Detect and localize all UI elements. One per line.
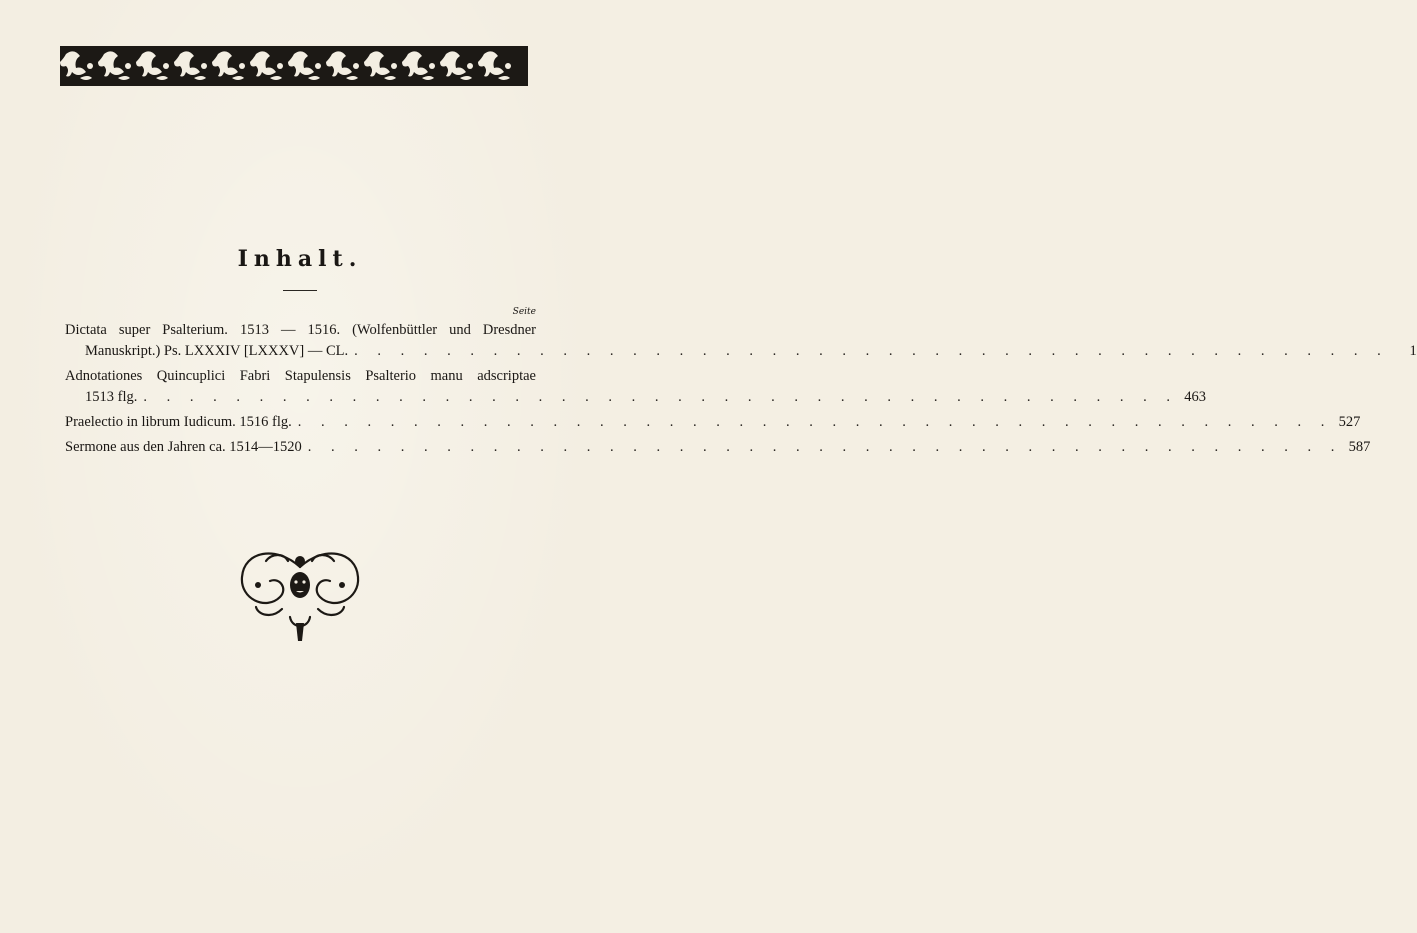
toc-page-number: 527	[1338, 414, 1361, 430]
toc-entry-text: Sermone aus den Jahren ca. 1514—1520	[65, 439, 302, 455]
toc-entry-line	[65, 387, 1206, 408]
toc-entry-adnotationes	[65, 366, 1206, 408]
toc-entry-dictata	[65, 320, 1417, 362]
toc-entry-text: Manuskript.) Ps. LXXXIV [LXXXV] — CL.	[85, 343, 349, 359]
toc-entry-sermone	[65, 437, 1371, 458]
toc-entry-line: Dictata super Psalterium. 1513 — 1516. (Wolfenbüttler und Dresdner	[65, 322, 536, 338]
toc-entry-line	[65, 412, 1361, 433]
table-of-contents	[65, 320, 1417, 462]
toc-page-number: 1	[1409, 343, 1417, 359]
ornamental-vignette	[236, 537, 364, 643]
toc-page-number: 463	[1184, 389, 1206, 405]
dot-leader: . . . . . . . . . . . . . . . . . . . . . . . . . . . . . . . . . . . . . . . . . . . . .	[354, 343, 1389, 359]
dot-leader: . . . . . . . . . . . . . . . . . . . . . . . . . . . . . . . . . . . . . . . . . . . . .	[297, 414, 1333, 430]
dot-leader: . . . . . . . . . . . . . . . . . . . . . . . . . . . . . . . . . . . . . . . . . . . . .	[143, 389, 1178, 405]
title-rule	[283, 290, 317, 291]
toc-page-number: 587	[1348, 439, 1371, 455]
toc-entry-line	[65, 341, 1417, 362]
ornamental-headband	[60, 44, 528, 88]
toc-entry-text: 1513 flg.	[85, 389, 138, 405]
toc-entry-line	[65, 437, 1371, 458]
page-title: Inhalt.	[237, 246, 363, 272]
dot-leader: . . . . . . . . . . . . . . . . . . . . . . . . . . . . . . . . . . . . . . . . . . . . .	[307, 439, 1343, 455]
toc-entry-line: Adnotationes Quincuplici Fabri Stapulensis Psalterio manu adscriptae	[65, 368, 536, 384]
page-column-label: Seite	[512, 307, 536, 317]
toc-entry-text: Praelectio in librum Iudicum. 1516 flg.	[65, 414, 292, 430]
toc-entry-praelectio	[65, 412, 1361, 433]
